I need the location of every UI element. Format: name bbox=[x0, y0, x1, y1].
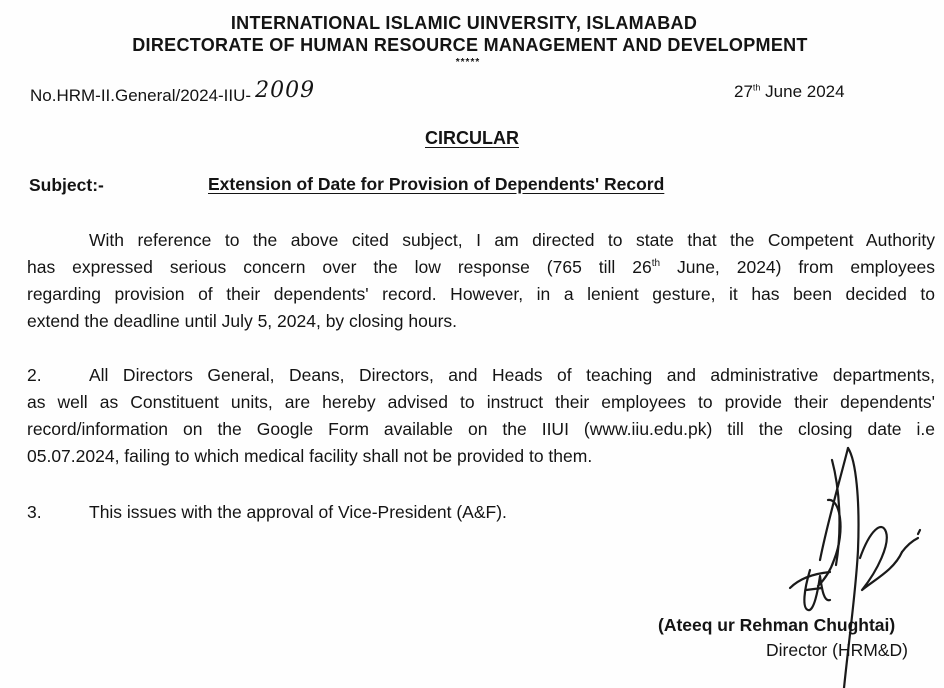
header-stars: ***** bbox=[455, 57, 481, 68]
paragraph-1-line-4: extend the deadline until July 5, 2024, by closing hours. bbox=[27, 311, 458, 331]
paragraph-2-line-3: record/information on the Google Form available on the IIUI (www.iiu.edu.pk) till the closing date i.e bbox=[27, 419, 935, 439]
paragraph-3-number: 3. bbox=[27, 502, 42, 522]
paragraph-1 bbox=[27, 227, 935, 335]
paragraph-1-line-3: regarding provision of their dependents' record. However, in a lenient gesture, it has been decided to bbox=[27, 284, 935, 304]
subject-label: Subject:- bbox=[29, 175, 104, 195]
date-month-year: June 2024 bbox=[760, 82, 845, 101]
date-suffix: th bbox=[752, 82, 761, 93]
paragraph-2-line-2: as well as Constituent units, are hereby advised to instruct their employees to provide their dependents' bbox=[27, 392, 935, 412]
signatory-title: Director (HRM&D) bbox=[766, 640, 908, 660]
document-title: CIRCULAR bbox=[425, 128, 519, 148]
signatory-name: (Ateeq ur Rehman Chughtai) bbox=[658, 615, 896, 635]
reference-number bbox=[30, 78, 316, 107]
paragraph-1-line-2: has expressed serious concern over the low response (765 till 26th June, 2024) from employees bbox=[27, 257, 935, 277]
subject-text: Extension of Date for Provision of Dependents' Record bbox=[208, 174, 665, 194]
paragraph-3-line-1: 3. This issues with the approval of Vice-President (A&F). bbox=[27, 499, 935, 526]
paragraph-1-line-1: With reference to the above cited subject, I am directed to state that the Competent Authority bbox=[89, 230, 935, 250]
directorate-name: DIRECTORATE OF HUMAN RESOURCE MANAGEMENT AND DEVELOPMENT bbox=[132, 35, 808, 55]
university-name: INTERNATIONAL ISLAMIC UINVERSITY, ISLAMABAD bbox=[230, 13, 698, 33]
circular-date bbox=[734, 82, 845, 102]
paragraph-2-line-4: 05.07.2024, failing to which medical facility shall not be provided to them. bbox=[27, 446, 593, 466]
paragraph-2-line-1: 2. All Directors General, Deans, Directors, and Heads of teaching and administrative departments, bbox=[27, 362, 935, 389]
paragraph-2-number: 2. bbox=[27, 365, 42, 385]
handwritten-number: 2009 bbox=[255, 78, 316, 103]
reference-prefix: No.HRM-II.General/2024-IIU- bbox=[30, 86, 252, 105]
date-day: 27 bbox=[734, 82, 753, 101]
